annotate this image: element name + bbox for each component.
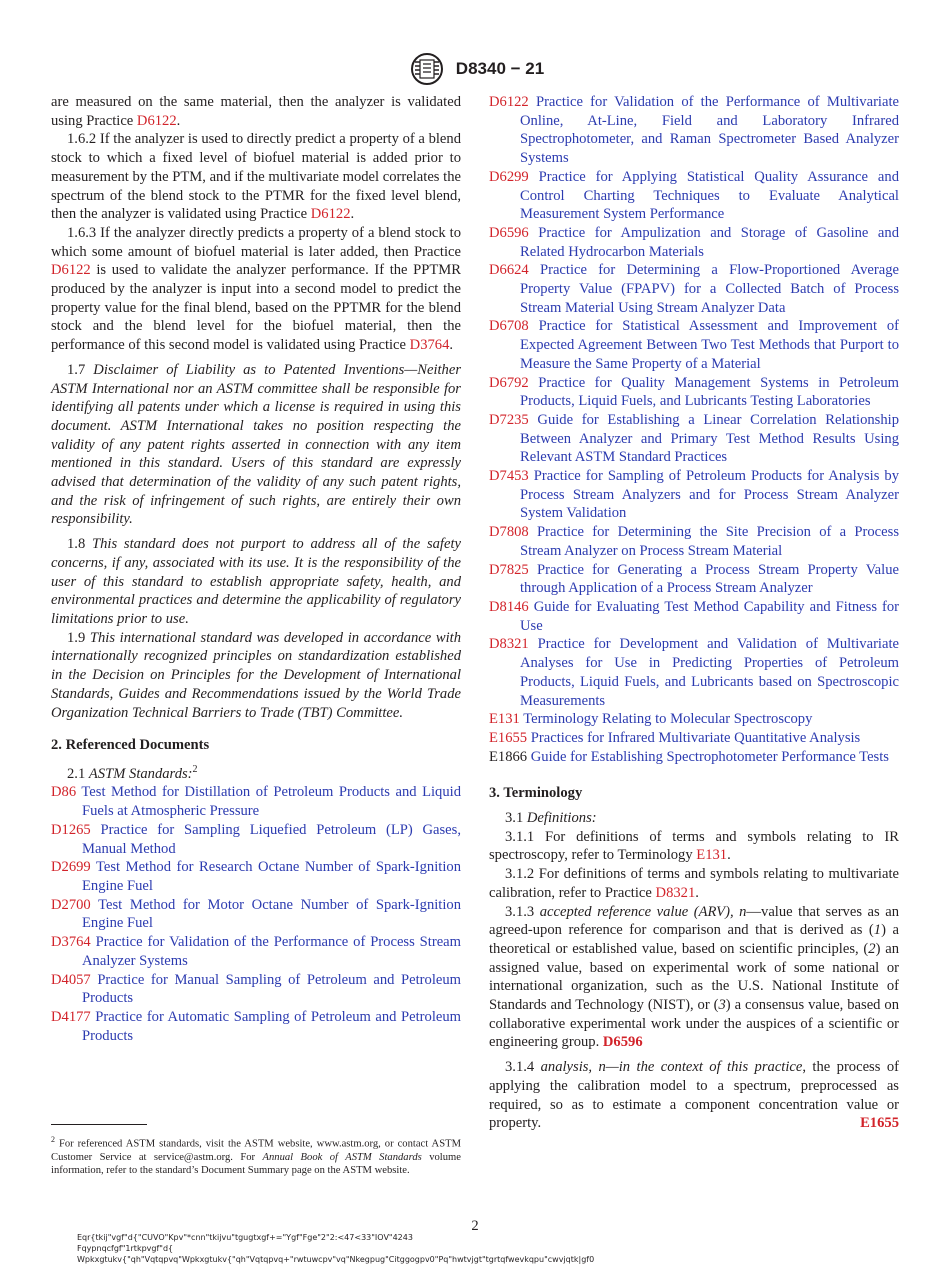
right-column (489, 93, 899, 1133)
reference-title-link[interactable]: Practice for Development and Validation of Multivariate Analyses for Use in Predicting Properties of Petroleum Products, Liquid Fuels, and Lubricants based on Spectroscopic Measurements (520, 636, 899, 709)
reference-code-link[interactable]: D8321 (489, 636, 529, 653)
reference-title-link[interactable]: Practice for Applying Statistical Quality Assurance and Control Charting Techniques to Evaluate Analytical Measurement System Performance (520, 168, 899, 223)
section-2-heading: 2. Referenced Documents (51, 737, 210, 754)
reference-item (489, 561, 899, 598)
reference-code-link[interactable]: D6596 (489, 224, 529, 241)
reference-code-link[interactable]: D2700 (51, 896, 91, 913)
reference-item (489, 224, 899, 261)
reference-code-link[interactable]: E1655 (489, 729, 528, 746)
license-line: Eqr{tkij"vgf"d{"CUVO"Kpv"*cnn"tkijvu"tgugtxgf+="Ygf"Fge"2"2:<47<33"IOV"4243 (77, 1233, 413, 1242)
reference-title-link[interactable]: Test Method for Research Octane Number of Spark-Ignition Engine Fuel (82, 859, 461, 894)
reference-code-link[interactable]: D8146 (489, 598, 529, 615)
reference-code-link[interactable]: D86 (51, 784, 77, 801)
reference-item (51, 896, 461, 933)
footnote-rule (51, 1124, 147, 1125)
link-d3764[interactable]: D3764 (409, 337, 450, 354)
paragraph-3-1-2: 3.1.2 For definitions of terms and symbols relating to multivariate calibration, refer to Practice D8321. (489, 866, 899, 901)
reference-code-link[interactable]: D6792 (489, 374, 529, 391)
reference-code-link[interactable]: D7235 (489, 411, 529, 428)
license-line: Fqypnqcfgf"1rtkpvgf"d{ (77, 1244, 174, 1253)
paragraph-1-7: 1.7 Disclaimer of Liability as to Patented Inventions—Neither ASTM International nor an ASTM committee shall be responsible for identifying all patents under which a license is required in using this document. ASTM International takes no position respecting the validity of any patent rights asserted in connection with any item mentioned in this standard. Users of this standard are expressly advised that determination of the validity of any such patent rights, and the risk of infringement of such rights, are entirely their own responsibility. (51, 361, 462, 528)
reference-code-link[interactable]: E1866 (489, 748, 528, 765)
paragraph-1-6-2: 1.6.2 If the analyzer is used to directly predict a property of a blend stock to which a fixed level of biofuel material is added prior to measurement by the PTM, and if the multivariate model correlates the spectrum of the blend stock to the PTMR for the fixed level blend, then the analyzer is validated using Practice D6122. (51, 131, 461, 223)
reference-item (51, 933, 461, 970)
paragraph-2-1: 2.1 ASTM Standards:$^2$ (67, 763, 198, 782)
reference-title-link[interactable]: Practice for Statistical Assessment and Improvement of Expected Agreement Between Two Test Methods that Purport to Measure the Same Property of a Material (520, 318, 899, 372)
reference-item (489, 411, 899, 467)
reference-item (51, 1008, 461, 1045)
reference-code-link[interactable]: D6299 (489, 168, 529, 185)
paragraph-1-9: 1.9 This international standard was developed in accordance with internationally recognized principles on standardization established in the Decision on Principles for the Development of International Standards, Guides and Recommendations issued by the World Trade Organization Technical Barriers to Trade (TBT) Committee. (51, 629, 462, 721)
license-line: Wpkxgtukv{"qh"Vqtqpvq"Wpkxgtukv{"qh"Vqtqpvq+"rwtuwcpv"vq"Nkegpug"Citggogpv0"Pq"hwtvjgt"tgrtqfwevkqpu"cwvjqtk|gf0 (77, 1255, 595, 1264)
reference-item (489, 729, 899, 748)
paragraph-3-1-4: 3.1.4 analysis, n—in the context of this practice, the process of applying the calibration model to a spectrum, preprocessed as required, so as to estimate a component concentration value or property. E1655 (489, 1059, 899, 1132)
reference-code-link[interactable]: D7808 (489, 524, 529, 541)
reference-item (489, 168, 899, 224)
reference-title-link[interactable]: Practice for Generating a Process Stream Property Value through Application of a Process Stream Analyzer (520, 561, 899, 597)
reference-title-link[interactable]: Practice for Validation of the Performance of Process Stream Analyzer Systems (82, 934, 461, 969)
reference-title-link[interactable]: Practice for Sampling of Petroleum Products for Analysis by Process Stream Analyzers and for Process Stream Analyzer System Validation (520, 468, 899, 522)
reference-item (51, 858, 461, 895)
reference-item (489, 467, 899, 523)
reference-code-link[interactable]: E131 (489, 711, 520, 728)
reference-code-link[interactable]: D7825 (489, 561, 529, 578)
reference-item (489, 710, 899, 729)
reference-item (51, 821, 461, 858)
reference-title-link[interactable]: Guide for Evaluating Test Method Capability and Fitness for Use (520, 598, 900, 634)
reference-code-link[interactable]: D3764 (51, 934, 91, 951)
reference-item (51, 971, 461, 1008)
reference-code-link[interactable]: D6624 (489, 262, 529, 279)
reference-title-link[interactable]: Guide for Establishing Spectrophotometer Performance Tests (530, 748, 889, 765)
reference-item (51, 783, 461, 820)
page-header (0, 52, 950, 86)
source-d6596[interactable]: D6596 (602, 1034, 643, 1051)
reference-title-link[interactable]: Practice for Validation of the Performance of Multivariate Online, At-Line, Field and Laboratory Infrared Spectrophotometer, and Raman Spectrometer Based Analyzer Systems (520, 94, 899, 167)
link-d8321[interactable]: D8321 (655, 884, 696, 901)
reference-code-link[interactable]: D4177 (51, 1008, 91, 1025)
paragraph-3-1-3: 3.1.3 accepted reference value (ARV), n—value that serves as an agreed-upon reference for comparison and that is derived as (1) a theoretical or established value, based on scientific principles, (2) an assigned value, based on experimental work of some national or international organization, such as the U.S. National Institute of Standards and Technology (NIST), or (3) a consensus value, based on collaborative experimental work under the auspices of a scientific or engineering group. D6596 (489, 903, 899, 1051)
reference-title-link[interactable]: Terminology Relating to Molecular Spectroscopy (523, 711, 813, 728)
reference-title-link[interactable]: Practice for Ampulization and Storage of Gasoline and Related Hydrocarbon Materials (520, 224, 899, 260)
paragraph-1-6-1-end: are measured on the same material, then the analyzer is validated using Practice D6122. (51, 94, 461, 129)
reference-item (489, 748, 899, 767)
license-footer (77, 1232, 594, 1265)
reference-code-link[interactable]: D6122 (489, 94, 529, 110)
reference-code-link[interactable]: D2699 (51, 859, 91, 876)
reference-item (489, 598, 899, 635)
reference-title-link[interactable]: Practice for Manual Sampling of Petroleum and Petroleum Products (82, 971, 461, 1007)
reference-title-link[interactable]: Practice for Quality Management Systems in Petroleum Products, Liquid Fuels, and Lubricants Testing Laboratories (520, 374, 899, 410)
footnote-ref[interactable]: 2 (192, 763, 198, 775)
link-e131[interactable]: E131 (696, 847, 728, 864)
reference-item (489, 317, 899, 373)
paragraph-3-1-1: 3.1.1 For definitions of terms and symbols relating to IR spectroscopy, refer to Terminology E131. (489, 828, 899, 864)
reference-code-link[interactable]: D1265 (51, 821, 91, 838)
reference-item (489, 635, 899, 710)
reference-title-link[interactable]: Practice for Automatic Sampling of Petroleum and Petroleum Products (82, 1008, 461, 1044)
paragraph-1-6-3: 1.6.3 If the analyzer directly predicts a property of a blend stock to which some amount of biofuel material is later added, then Practice D6122 is used to validate the analyzer performance. If the PPTMR produced by the analyzer is input into a second model to predict the property value for the final blend, based on the PPTMR for the blend stock and the blend level for the biofuel material, then the performance of this second model is validated using Practice D3764. (51, 224, 461, 354)
link-d6122[interactable]: D6122 (136, 112, 177, 129)
referenced-documents-list-left (51, 783, 461, 1045)
document-designation: D8340 − 21 (455, 59, 545, 78)
paragraph-3-1: 3.1 Definitions: (505, 810, 597, 827)
link-d6122[interactable]: D6122 (51, 262, 91, 279)
reference-title-link[interactable]: Test Method for Motor Octane Number of Spark-Ignition Engine Fuel (82, 896, 461, 932)
page-number: 2 (471, 1218, 479, 1234)
reference-code-link[interactable]: D7453 (489, 468, 529, 485)
astm-logo-icon (406, 52, 448, 86)
reference-item (489, 93, 899, 168)
reference-title-link[interactable]: Guide for Establishing a Linear Correlation Relationship Between Analyzer and Primary Test Method Results Using Relevant ASTM Standard Practices (520, 411, 899, 466)
footnote-2: $^2$ For referenced ASTM standards, visit the ASTM website, www.astm.org, or contact ASTM Customer Service at service@astm.org. For Annual Book of ASTM Standards volume information, refer to the standard’s Document Summary page on the ASTM website. (51, 1135, 461, 1176)
reference-code-link[interactable]: D6708 (489, 318, 529, 335)
left-column (51, 93, 461, 1045)
reference-title-link[interactable]: Practice for Determining the Site Precision of a Process Stream Analyzer on Process Stream Material (520, 524, 899, 559)
reference-item (489, 523, 899, 560)
reference-item (489, 261, 899, 317)
reference-code-link[interactable]: D4057 (51, 971, 91, 988)
reference-title-link[interactable]: Practices for Infrared Multivariate Quantitative Analysis (530, 729, 861, 746)
link-d6122[interactable]: D6122 (310, 206, 351, 223)
source-e1655[interactable]: E1655 (860, 1115, 899, 1132)
paragraph-1-8: 1.8 This standard does not purport to address all of the safety concerns, if any, associated with its use. It is the responsibility of the user of this standard to establish appropriate safety, health, and environmental practices and determine the applicability of regulatory limitations prior to use. (51, 536, 461, 627)
referenced-documents-list-right (489, 93, 899, 766)
reference-title-link[interactable]: Practice for Sampling Liquefied Petroleum (LP) Gases, Manual Method (82, 821, 461, 857)
reference-title-link[interactable]: Practice for Determining a Flow-Proportioned Average Property Value (FPAPV) for a Collected Batch of Process Stream Material Using Stream Analyzer Data (520, 262, 899, 316)
reference-item (489, 374, 899, 411)
reference-title-link[interactable]: Test Method for Distillation of Petroleum Products and Liquid Fuels at Atmospheric Pressure (81, 784, 461, 820)
section-3-heading: 3. Terminology (489, 785, 583, 802)
